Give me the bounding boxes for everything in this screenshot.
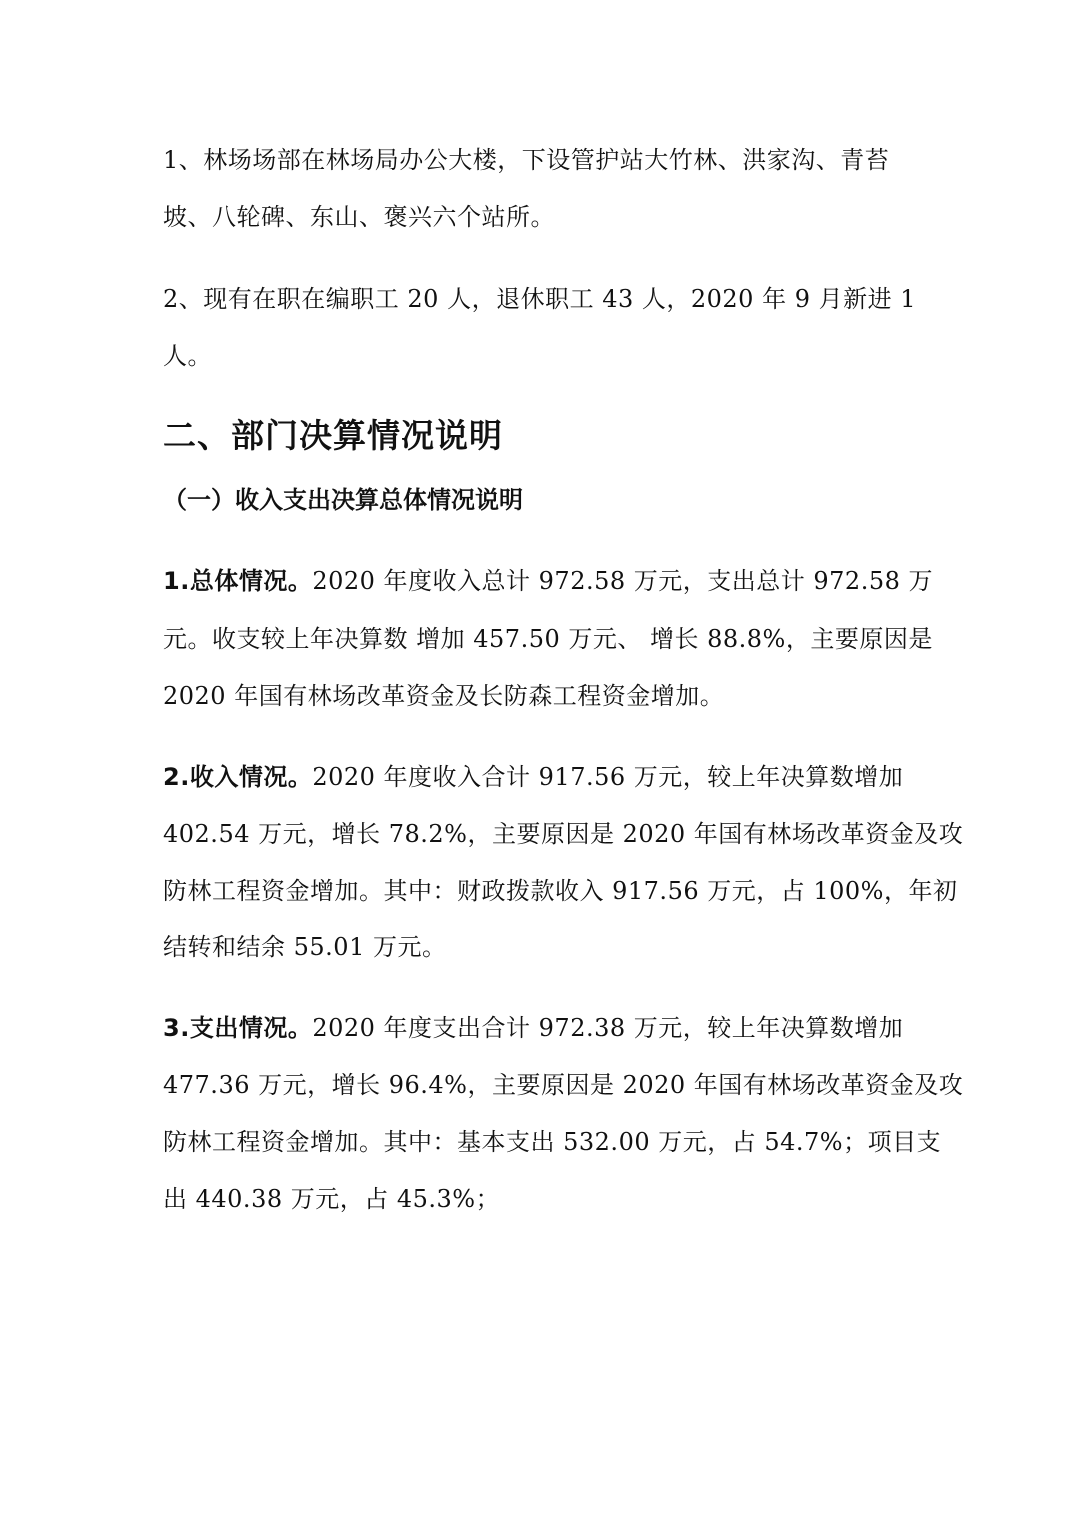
overall-label: 1.总体情况。 bbox=[163, 567, 313, 595]
income-line1-text: 2020 年度收入合计 917.56 万元，较上年决算数增加 bbox=[312, 763, 904, 791]
overall-line3: 2020 年国有林场改革资金及长防森工程资金增加。 bbox=[163, 682, 725, 710]
income-line3: 防林工程资金增加。其中：财政拨款收入 917.56 万元，占 100%，年初 bbox=[163, 877, 958, 905]
intro-p1-line2: 坡、八轮碑、东山、褒兴六个站所。 bbox=[163, 203, 555, 231]
intro-p1-line1: 1、林场场部在林场局办公大楼，下设管护站大竹林、洪家沟、青苔 bbox=[163, 146, 890, 174]
expense-line2: 477.36 万元，增长 96.4%，主要原因是 2020 年国有林场改革资金及攻 bbox=[163, 1071, 964, 1099]
overall-line1-text: 2020 年度收入总计 972.58 万元，支出总计 972.58 万 bbox=[312, 567, 934, 595]
overall-line1 bbox=[163, 566, 933, 596]
income-line4: 结转和结余 55.01 万元。 bbox=[163, 933, 447, 961]
section-subtitle: （一）收入支出决算总体情况说明 bbox=[163, 486, 523, 514]
overall-line2: 元。收支较上年决算数 增加 457.50 万元、 增长 88.8%，主要原因是 bbox=[163, 625, 933, 653]
intro-p2-line1: 2、现有在职在编职工 20 人，退休职工 43 人，2020 年 9 月新进 1 bbox=[163, 285, 916, 313]
section-title: 二、部门决算情况说明 bbox=[163, 416, 503, 455]
income-line1 bbox=[163, 762, 903, 792]
expense-line1-text: 2020 年度支出合计 972.38 万元，较上年决算数增加 bbox=[312, 1014, 904, 1042]
income-label: 2.收入情况。 bbox=[163, 763, 313, 791]
expense-label: 3.支出情况。 bbox=[163, 1014, 313, 1042]
expense-line1 bbox=[163, 1013, 903, 1043]
expense-line4: 出 440.38 万元，占 45.3%； bbox=[163, 1185, 501, 1213]
intro-p2-line2: 人。 bbox=[163, 342, 212, 370]
expense-line3: 防林工程资金增加。其中：基本支出 532.00 万元，占 54.7%；项目支 bbox=[163, 1128, 942, 1156]
income-line2: 402.54 万元，增长 78.2%，主要原因是 2020 年国有林场改革资金及攻 bbox=[163, 820, 964, 848]
